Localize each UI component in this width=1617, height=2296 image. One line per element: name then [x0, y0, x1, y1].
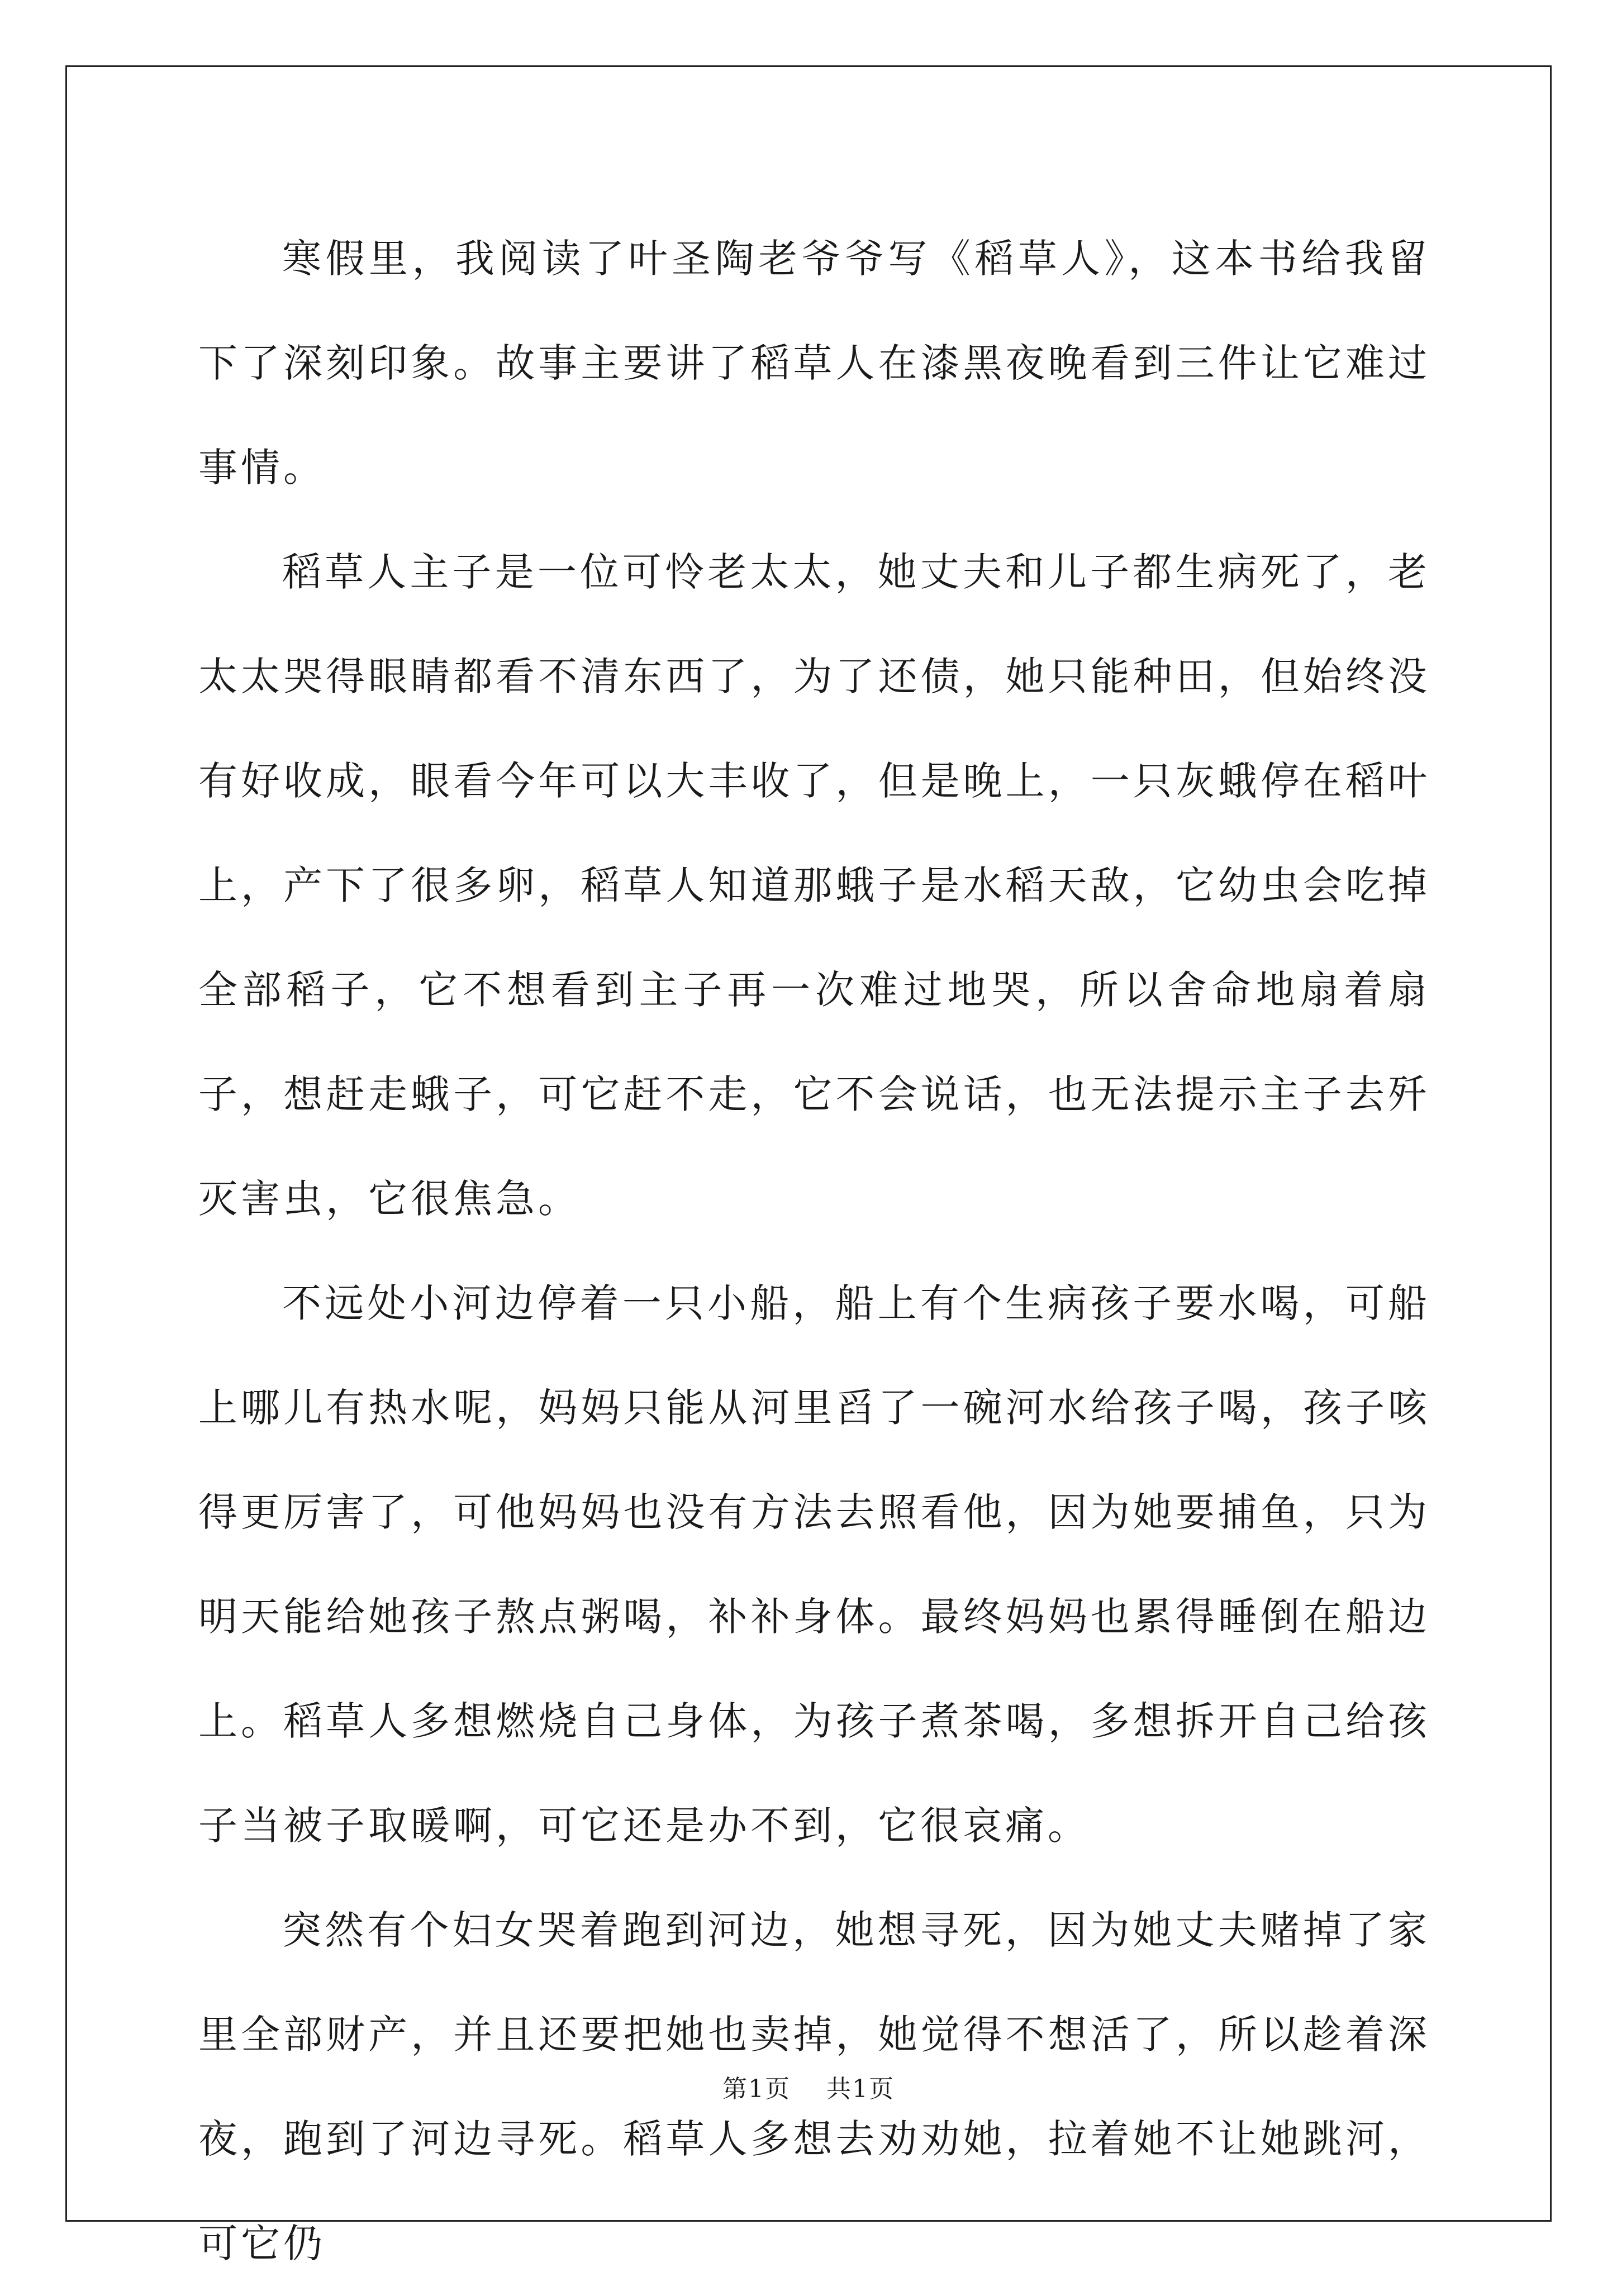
paragraph-3: 不远处小河边停着一只小船，船上有个生病孩子要水喝，可船上哪儿有热水呢，妈妈只能从河里舀了一碗河水给孩子喝，孩子咳得更厉害了，可他妈妈也没有方法去照看他，因为她要捕鱼，只为明天能给她孩子熬点粥喝，补补身体。最终妈妈也累得睡倒在船边上。稻草人多想燃烧自己身体，为孩子煮茶喝，多想拆开自己给孩子当被子取暖啊，可它还是办不到，它很哀痛。: [198, 1280, 1430, 1849]
page-number: 第1页: [722, 2075, 791, 2103]
page-total: 共1页: [826, 2075, 895, 2103]
page-footer: [0, 2073, 1617, 2106]
paragraph-4: 突然有个妇女哭着跑到河边，她想寻死，因为她丈夫赌掉了家里全部财产，并且还要把她也卖掉，她觉得不想活了，所以趁着深夜，跑到了河边寻死。稻草人多想去劝劝她，拉着她不让她跳河，可它仍: [198, 1907, 1430, 2266]
paragraph-2: 稻草人主子是一位可怜老太太，她丈夫和儿子都生病死了，老太太哭得眼睛都看不清东西了，为了还债，她只能种田，但始终没有好收成，眼看今年可以大丰收了，但是晚上，一只灰蛾停在稻叶上，产下了很多卵，稻草人知道那蛾子是水稻天敌，它幼虫会吃掉全部稻子，它不想看到主子再一次难过地哭，所以舍命地扇着扇子，想赶走蛾子，可它赶不走，它不会说话，也无法提示主子去歼灭害虫，它很焦急。: [198, 549, 1430, 1222]
paragraph-1: 寒假里，我阅读了叶圣陶老爷爷写《稻草人》，这本书给我留下了深刻印象。故事主要讲了稻草人在漆黑夜晚看到三件让它难过事情。: [198, 236, 1430, 490]
document-body: [198, 207, 1430, 2296]
